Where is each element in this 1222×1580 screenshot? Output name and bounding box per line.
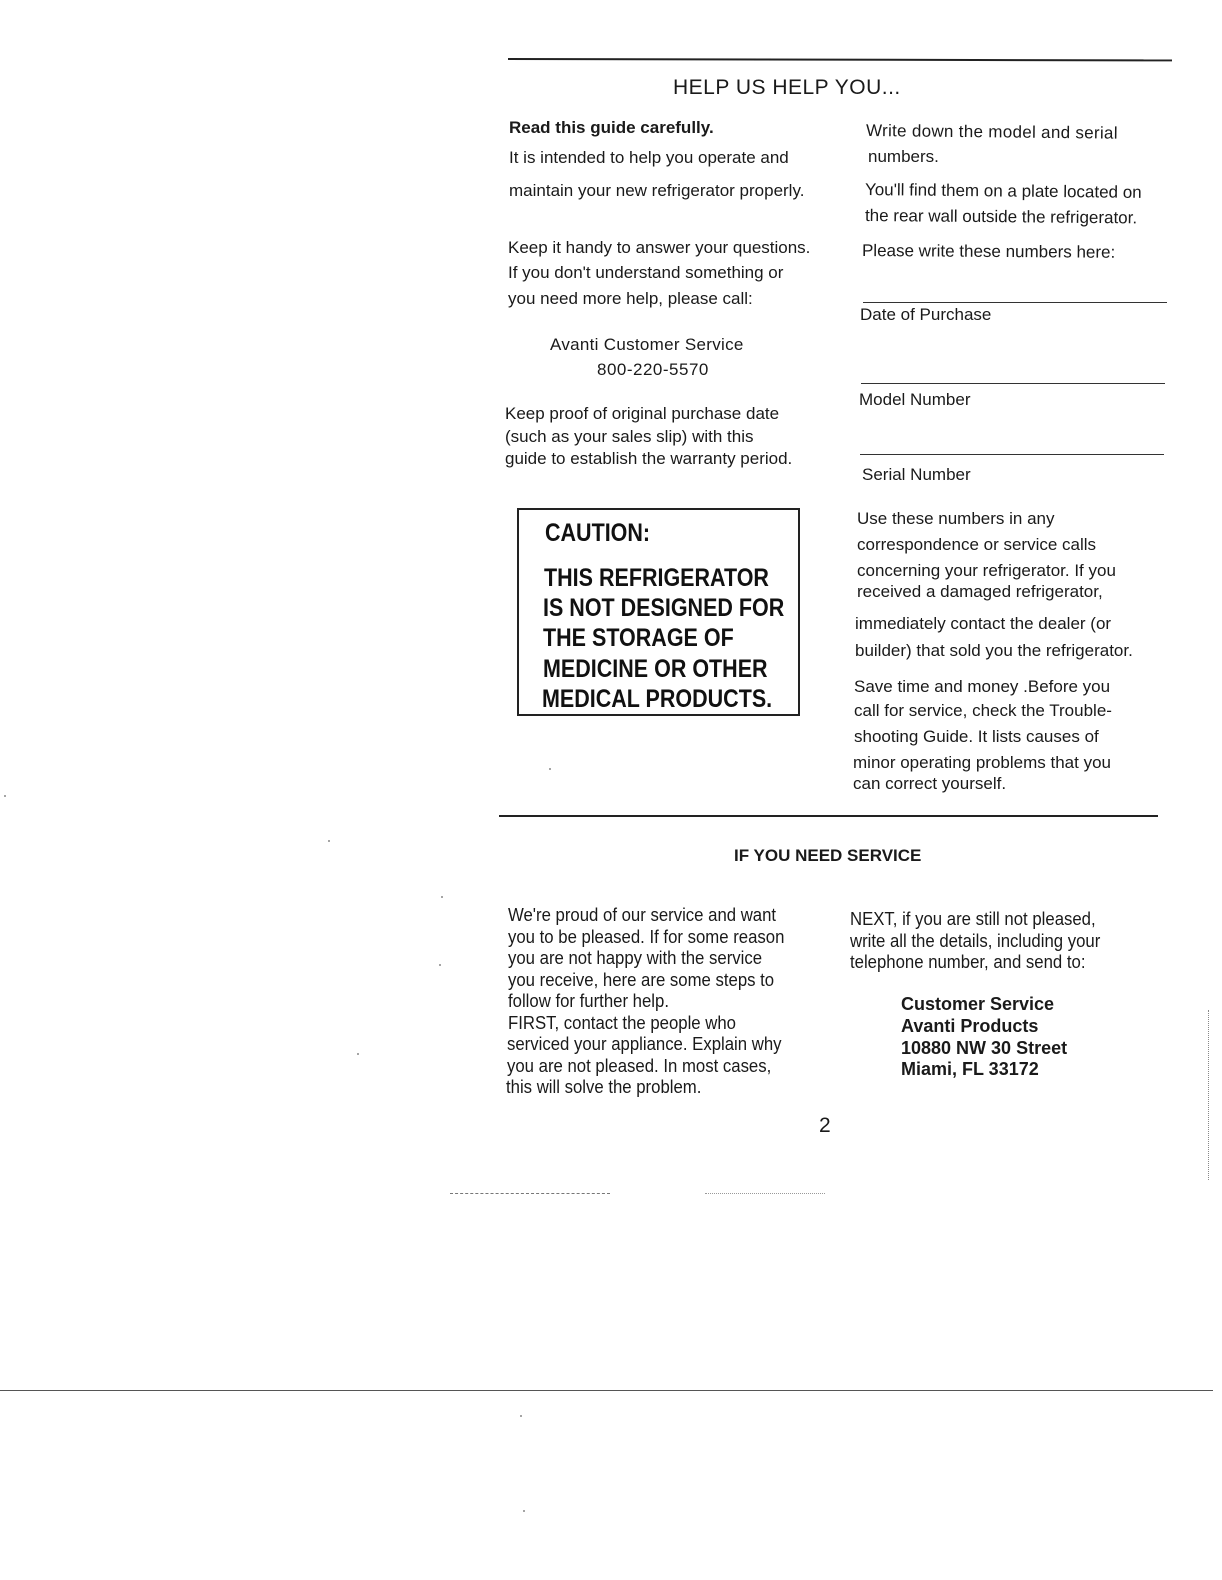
date-of-purchase-label: Date of Purchase bbox=[860, 305, 992, 324]
service-right-line: telephone number, and send to: bbox=[850, 952, 1086, 972]
write-down-heading-1: Write down the model and serial bbox=[865, 121, 1118, 143]
serial-number-label: Serial Number bbox=[862, 465, 971, 484]
use-numbers-text-1: Use these numbers in any bbox=[857, 509, 1055, 528]
service-left-line: this will solve the problem. bbox=[506, 1077, 702, 1097]
read-guide-text-1: It is intended to help you operate and bbox=[509, 148, 789, 167]
caution-line-1: THIS REFRIGERATOR bbox=[544, 564, 769, 592]
write-down-heading-2: numbers. bbox=[868, 147, 939, 166]
read-guide-text-2: maintain your new refrigerator properly. bbox=[509, 181, 805, 200]
service-left-line: you receive, here are some steps to bbox=[508, 969, 775, 990]
use-numbers-text-3: concerning your refrigerator. If you bbox=[857, 561, 1116, 580]
page-number: 2 bbox=[819, 1114, 831, 1137]
service-left-line: FIRST, contact the people who bbox=[508, 1012, 736, 1033]
service-left-line: you are not pleased. In most cases, bbox=[507, 1055, 772, 1076]
address-line-3: 10880 NW 30 Street bbox=[901, 1037, 1068, 1058]
save-time-text-5: can correct yourself. bbox=[853, 774, 1007, 793]
use-numbers-text-4: received a damaged refrigerator, bbox=[857, 582, 1103, 601]
scan-speck bbox=[441, 896, 443, 898]
service-right-line: NEXT, if you are still not pleased, bbox=[850, 909, 1096, 929]
caution-line-5: MEDICAL PRODUCTS. bbox=[542, 685, 773, 713]
save-time-text-4: minor operating problems that you bbox=[853, 753, 1111, 772]
proof-text-1: Keep proof of original purchase date bbox=[505, 404, 780, 423]
caution-heading: CAUTION: bbox=[545, 519, 651, 547]
address-line-1: Customer Service bbox=[901, 994, 1055, 1014]
model-number-label: Model Number bbox=[859, 390, 971, 409]
save-time-text-3: shooting Guide. It lists causes of bbox=[854, 727, 1099, 746]
proof-text-2: (such as your sales slip) with this bbox=[505, 427, 754, 446]
service-left-line: serviced your appliance. Explain why bbox=[507, 1034, 782, 1054]
service-right-line: write all the details, including your bbox=[850, 930, 1101, 951]
scan-speck bbox=[523, 1510, 525, 1512]
scan-speck bbox=[520, 1415, 522, 1417]
use-numbers-text-6: builder) that sold you the refrigerator. bbox=[855, 641, 1133, 660]
please-write-text: Please write these numbers here: bbox=[861, 241, 1116, 262]
date-of-purchase-line bbox=[863, 302, 1167, 303]
save-time-text-1: Save time and money .Before you bbox=[854, 677, 1111, 696]
scan-dashed-rule bbox=[450, 1193, 610, 1194]
keep-handy-text-3: you need more help, please call: bbox=[508, 289, 753, 308]
serial-number-line bbox=[860, 454, 1164, 455]
customer-service-name: Avanti Customer Service bbox=[550, 335, 744, 354]
use-numbers-text-5: immediately contact the dealer (or bbox=[855, 614, 1112, 633]
top-rule bbox=[508, 58, 1172, 61]
scan-speck bbox=[328, 840, 330, 842]
address-line-4: Miami, FL 33172 bbox=[901, 1059, 1039, 1079]
scan-edge-marks bbox=[1208, 1010, 1209, 1180]
address-line-2: Avanti Products bbox=[901, 1016, 1039, 1036]
proof-text-3: guide to establish the warranty period. bbox=[505, 449, 793, 468]
scan-speck bbox=[4, 795, 6, 797]
scan-speck bbox=[357, 1053, 359, 1055]
scan-dashed-rule-2 bbox=[705, 1193, 825, 1194]
help-section-title: HELP US HELP YOU... bbox=[673, 76, 901, 99]
service-left-line: We're proud of our service and want bbox=[508, 905, 777, 925]
caution-line-4: MEDICINE OR OTHER bbox=[543, 655, 768, 683]
middle-rule bbox=[499, 815, 1158, 817]
use-numbers-text-2: correspondence or service calls bbox=[857, 535, 1097, 554]
caution-line-3: THE STORAGE OF bbox=[543, 624, 734, 652]
find-plate-text-1: You'll find them on a plate located on bbox=[864, 180, 1142, 202]
scan-speck bbox=[439, 964, 441, 966]
bottom-page-rule bbox=[0, 1390, 1213, 1391]
read-guide-heading: Read this guide carefully. bbox=[509, 118, 714, 137]
keep-handy-text-2: If you don't understand something or bbox=[508, 263, 784, 282]
find-plate-text-2: the rear wall outside the refrigerator. bbox=[864, 206, 1138, 228]
service-left-line: you are not happy with the service bbox=[508, 948, 763, 968]
service-left-line: follow for further help. bbox=[508, 991, 669, 1011]
scan-speck bbox=[549, 768, 551, 770]
model-number-line bbox=[861, 383, 1165, 384]
service-section-title: IF YOU NEED SERVICE bbox=[734, 846, 922, 865]
caution-line-2: IS NOT DESIGNED FOR bbox=[543, 594, 785, 622]
service-left-line: you to be pleased. If for some reason bbox=[508, 926, 785, 947]
keep-handy-text-1: Keep it handy to answer your questions. bbox=[508, 238, 811, 257]
save-time-text-2: call for service, check the Trouble- bbox=[854, 701, 1112, 720]
customer-service-phone: 800-220-5570 bbox=[597, 360, 709, 379]
